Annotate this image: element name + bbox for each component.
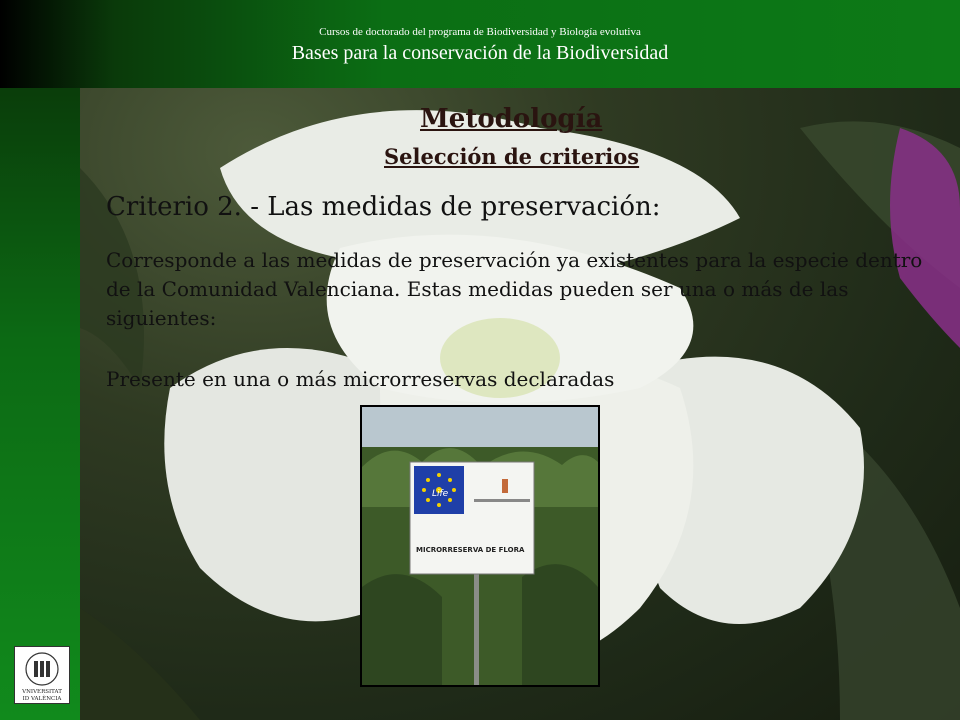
left-green-strip	[0, 88, 80, 720]
slide-title: Metodología	[420, 104, 603, 134]
measure-item: Presente en una o más microrreservas declaradas	[106, 367, 615, 391]
logo-line2: ID VALÈNCIA	[22, 696, 62, 702]
logo-line1: VNIVERSITAT	[22, 689, 62, 695]
microreserve-sign-photo	[360, 405, 600, 687]
criterion-heading: Criterio 2. - Las medidas de preservación:	[106, 192, 661, 222]
course-title: Bases para la conservación de la Biodiversidad	[291, 42, 669, 64]
university-seal-icon	[15, 647, 69, 703]
sign-text: MICRORRESERVA DE FLORA	[416, 546, 525, 554]
life-logo-text: Life	[432, 489, 449, 499]
header-band	[0, 0, 960, 88]
university-logo	[14, 646, 70, 704]
program-line: Cursos de doctorado del programa de Biodiversidad y Biología evolutiva	[319, 26, 641, 38]
sign-photo-illustration	[362, 407, 598, 685]
slide-subtitle: Selección de criterios	[384, 144, 640, 169]
criterion-description: Corresponde a las medidas de preservación ya existentes para la especie dentro de la Comunidad Valenciana. Estas medidas pueden ser una o más de las siguientes:	[106, 248, 923, 330]
